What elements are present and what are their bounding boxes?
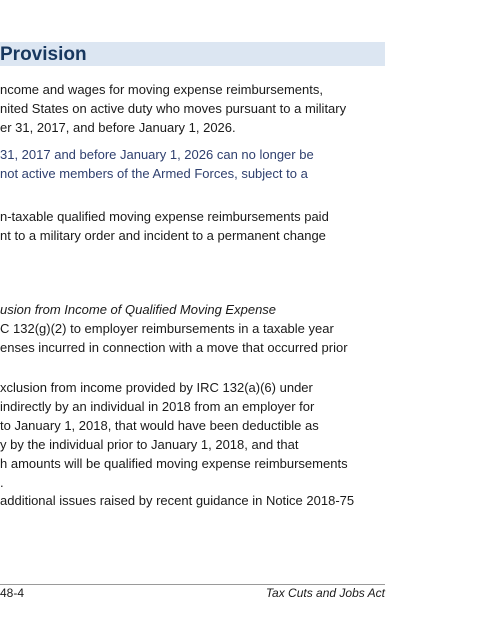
text-line: . xyxy=(0,475,4,490)
text-line: n-taxable qualified moving expense reimbursements paid xyxy=(0,209,329,224)
paragraph-5 xyxy=(0,378,400,492)
paragraph-2 xyxy=(0,145,400,183)
text-line: y by the individual prior to January 1, 2018, and that xyxy=(0,437,299,452)
paragraph-3 xyxy=(0,207,400,245)
footer-title: Tax Cuts and Jobs Act xyxy=(265,586,385,600)
paragraph-6 xyxy=(0,491,400,510)
text-line: additional issues raised by recent guidance in Notice 2018-75 xyxy=(0,493,355,508)
text-line: nited States on active duty who moves pursuant to a military xyxy=(0,101,347,116)
text-line: ncome and wages for moving expense reimbursements, xyxy=(0,82,323,97)
paragraph-4 xyxy=(0,300,400,357)
text-line: not active members of the Armed Forces, subject to a xyxy=(0,166,308,181)
text-line: er 31, 2017, and before January 1, 2026. xyxy=(0,120,236,135)
footer-divider xyxy=(0,584,385,585)
text-line: indirectly by an individual in 2018 from an employer for xyxy=(0,399,315,414)
text-line: enses incurred in connection with a move that occurred prior xyxy=(0,340,348,355)
text-line: C 132(g)(2) to employer reimbursements in a taxable year xyxy=(0,321,334,336)
subheading-line: usion from Income of Qualified Moving Expense xyxy=(0,302,277,317)
text-line: h amounts will be qualified moving expense reimbursements xyxy=(0,456,348,471)
section-heading: Provision xyxy=(0,44,87,65)
footer-page-number: 48-4 xyxy=(0,586,25,600)
text-line: 31, 2017 and before January 1, 2026 can no longer be xyxy=(0,147,314,162)
text-line: xclusion from income provided by IRC 132(a)(6) under xyxy=(0,380,313,395)
paragraph-1 xyxy=(0,80,400,137)
text-line: to January 1, 2018, that would have been deductible as xyxy=(0,418,319,433)
text-line: nt to a military order and incident to a permanent change xyxy=(0,228,326,243)
